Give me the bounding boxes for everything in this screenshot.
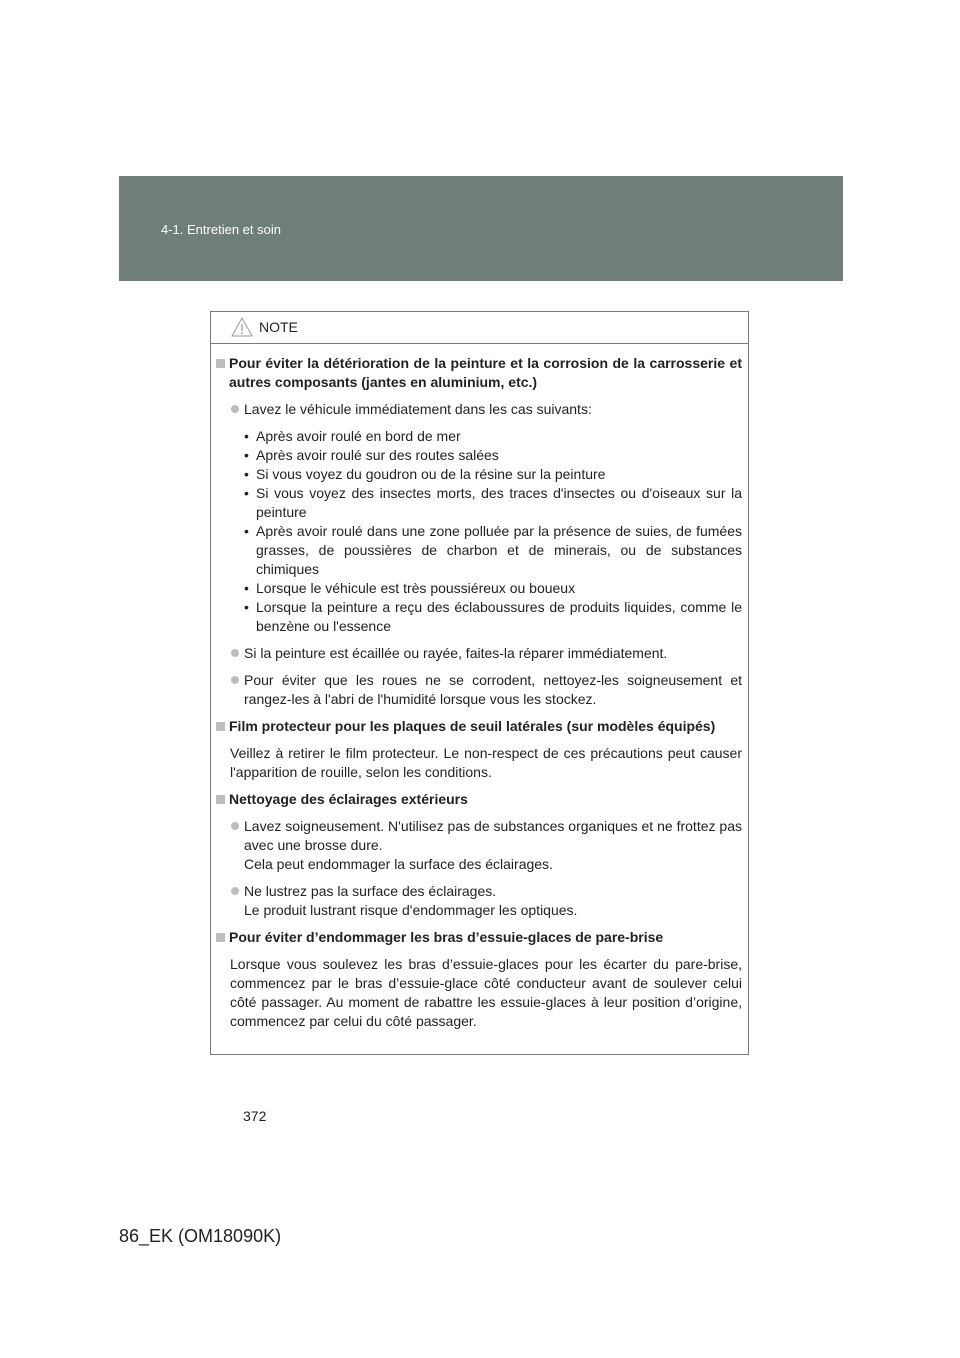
note-title: NOTE (259, 319, 298, 335)
section-heading-film: Film protecteur pour les plaques de seuil latérales (sur modèles équipés) (216, 717, 742, 736)
list-item: Lavez soigneusement. N'utilisez pas de substances organiques et ne frottez pas avec une brosse dure. Cela peut endommager la surface des éclairages. (231, 817, 742, 874)
page-number: 372 (243, 1108, 267, 1124)
note-header (211, 312, 748, 344)
doc-code: 86_EK (OM18090K) (119, 1226, 282, 1246)
note-body (211, 344, 748, 1031)
section-heading-wipers: Pour éviter d’endommager les bras d’essuie-glaces de pare-brise (216, 928, 742, 947)
sub-item: • Lorsque le véhicule est très poussiéreux ou boueux (244, 580, 576, 596)
list-item: Pour éviter que les roues ne se corrodent, nettoyez-les soigneusement et rangez-les à l'abri de l'humidité lorsque vous les stockez. (231, 671, 742, 709)
sub-item: • Si vous voyez du goudron ou de la résine sur la peinture (244, 466, 606, 482)
sub-item: • Si vous voyez des insectes morts, des traces d'insectes ou d'oiseaux sur la peinture (244, 485, 742, 520)
paragraph: Lorsque vous soulevez les bras d’essuie-glaces pour les écarter du pare-brise, commencez par le bras d’essuie-glace côté conducteur avant de soulever celui côté passager. Au moment de rabattre les essuie-glaces à leur position d’origine, commencez par celui du côté passager. (230, 956, 742, 1029)
circle-bullet-icon (231, 822, 239, 830)
sub-list (244, 427, 742, 636)
warning-triangle-icon (231, 317, 253, 337)
circle-bullet-icon (231, 405, 239, 413)
square-bullet-icon (216, 359, 225, 368)
section-heading-paint: Pour éviter la détérioration de la peinture et la corrosion de la carrosserie et autres composants (jantes en aluminium, etc.) (216, 354, 742, 392)
circle-bullet-icon (231, 649, 239, 657)
sub-item: • Après avoir roulé sur des routes salées (244, 447, 499, 463)
circle-bullet-icon (231, 887, 239, 895)
square-bullet-icon (216, 722, 225, 731)
list-item: Ne lustrez pas la surface des éclairages. Le produit lustrant risque d'endommager les optiques. (231, 882, 742, 920)
header-band (119, 176, 843, 281)
section-heading-lights: Nettoyage des éclairages extérieurs (216, 790, 742, 809)
list-item: Lavez le véhicule immédiatement dans les cas suivants: • Après avoir roulé en bord de mer • Après avoir roulé sur des routes salées • Si vous voyez du goudron ou de la résine sur la peinture • Si vous voyez des insectes morts, des traces d'insectes ou d'oiseaux sur la peinture • Après avoir roulé dans une zone polluée par la présence de suies, de fumées grasses, de poussières de charbon et de minerais, ou de substances chimiques • Lorsque le véhicule est très poussiéreux ou boueux • Lorsque la peinture a reçu des éclaboussures de produits liquides, comme le benzène ou l'essence (231, 400, 742, 636)
circle-bullet-icon (231, 676, 239, 684)
sub-item: • Lorsque la peinture a reçu des éclaboussures de produits liquides, comme le benzène ou l'essence (244, 599, 742, 634)
paragraph: Veillez à retirer le film protecteur. Le non-respect de ces précautions peut causer l'apparition de rouille, selon les conditions. (230, 745, 742, 780)
sub-item: • Après avoir roulé en bord de mer (244, 428, 461, 444)
square-bullet-icon (216, 795, 225, 804)
list-item: Si la peinture est écaillée ou rayée, faites-la réparer immédiatement. (231, 644, 742, 663)
square-bullet-icon (216, 933, 225, 942)
section-label: 4-1. Entretien et soin (161, 222, 281, 237)
note-box (210, 311, 749, 1055)
sub-item: • Après avoir roulé dans une zone polluée par la présence de suies, de fumées grasses, de poussières de charbon et de minerais, ou de substances chimiques (244, 523, 742, 577)
